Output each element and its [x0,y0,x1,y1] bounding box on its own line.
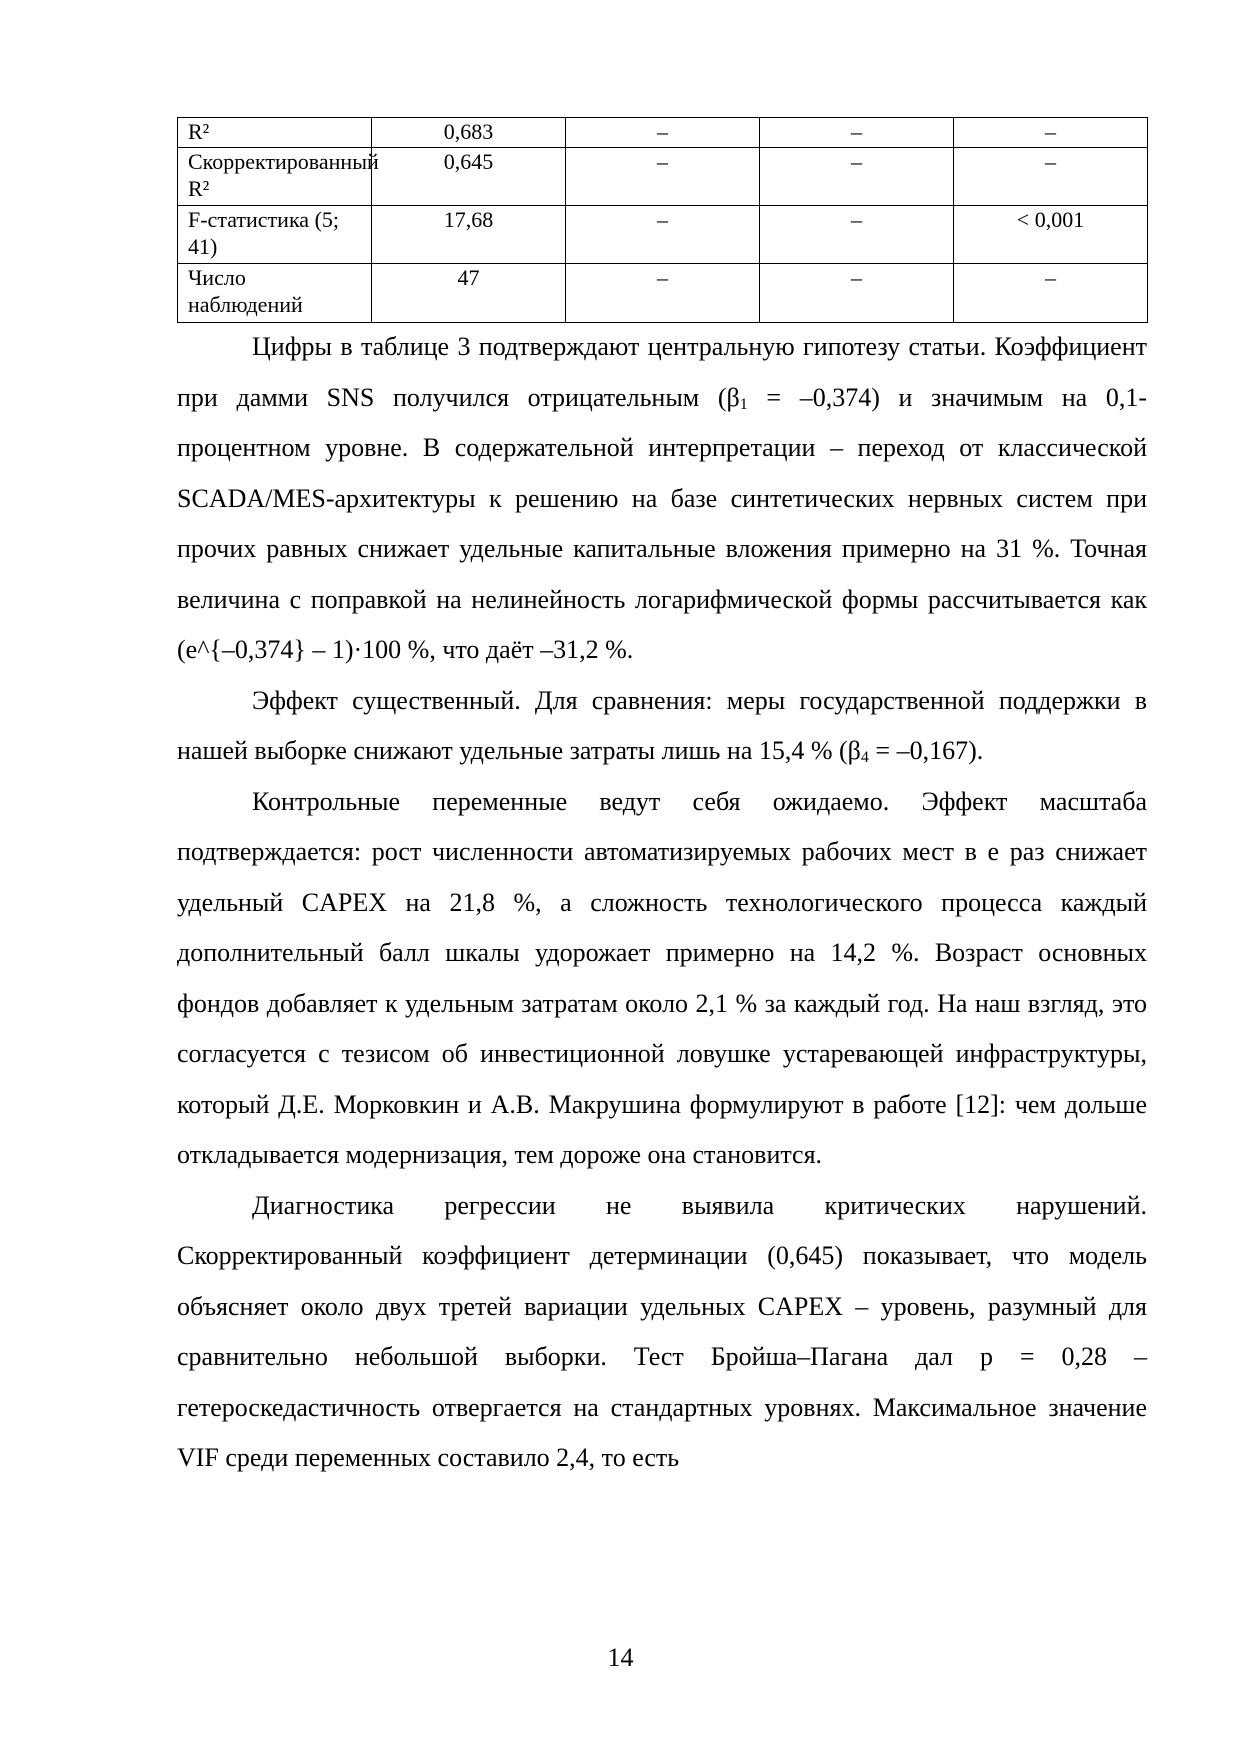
table-cell: – [566,206,760,264]
table-row [178,264,1148,323]
regression-stats-table [177,117,1148,323]
table-cell: – [566,118,760,148]
subscript: 1 [739,395,748,413]
table-cell: – [760,118,954,148]
paragraph [177,676,1147,777]
subscript: 4 [860,749,869,766]
table-cell-label: R² [178,118,372,148]
table-cell: 17,68 [372,206,566,264]
table-cell-label: Число наблюдений [178,264,372,323]
table-cell: 0,645 [372,148,566,206]
table-row [178,118,1148,148]
table-cell: – [954,118,1148,148]
paragraph-text: = –0,167). [868,736,984,765]
table-cell: 47 [372,264,566,323]
table-row [178,148,1148,206]
table-cell: 0,683 [372,118,566,148]
table-row [178,206,1148,264]
table-cell: – [566,264,760,323]
table-cell: – [954,148,1148,206]
paragraph-text: = –0,374) и значимым на 0,1-процентном уровне. В содержательной интерпретации – переход от классической SCADA/MES-архитектуры к решению на базе синтетических нервных систем при прочих равных снижает удельные капитальные вложения примерно на 31 %. Точная величина с поправкой на нелинейность логарифмической формы рассчитывается как (e^{–0,374} – 1)·100 %, что даёт –31,2 %. [177,382,1147,664]
table-cell-label: Скорректированный R² [178,148,372,206]
table-cell: < 0,001 [954,206,1148,264]
table-cell: – [954,264,1148,323]
table-cell: – [760,264,954,323]
paragraph [177,322,1147,676]
paragraph-text: Эффект существенный. Для сравнения: меры государственной поддержки в нашей выборке снижают удельные затраты лишь на 15,4 % (β [177,685,1147,765]
table-cell: – [566,148,760,206]
paragraph: Диагностика регрессии не выявила критических нарушений. Скорректированный коэффициент детерминации (0,645) показывает, что модель объясняет около двух третей вариации удельных CAPEX – уровень, разумный для сравнительно небольшой выборки. Тест Бройша–Пагана дал p = 0,28 – гетероскедастичность отвергается на стандартных уровнях. Максимальное значение VIF среди переменных составило 2,4, то есть [177,1190,1147,1472]
body-text [177,322,1147,1484]
paragraph: Контрольные переменные ведут себя ожидаемо. Эффект масштаба подтверждается: рост численности автоматизируемых рабочих мест в e раз снижает удельный CAPEX на 21,8 %, а сложность технологического процесса каждый дополнительный балл шкалы удорожает примерно на 14,2 %. Возраст основных фондов добавляет к удельным затратам около 2,1 % за каждый год. На наш взгляд, это согласуется с тезисом об инвестиционной ловушке устаревающей инфраструктуры, который Д.Е. Морковкин и А.В. Макрушина формулируют в работе [12]: чем дольше откладывается модернизация, тем дороже она становится. [177,786,1147,1169]
table-cell: – [760,148,954,206]
page-number: 14 [607,1643,634,1672]
table-cell-label: F-статистика (5; 41) [178,206,372,264]
paragraph-text: Цифры в таблице 3 подтверждают центральную гипотезу статьи. Коэффициент при дамми SNS получился отрицательным (β [177,332,1147,412]
table-cell: – [760,206,954,264]
